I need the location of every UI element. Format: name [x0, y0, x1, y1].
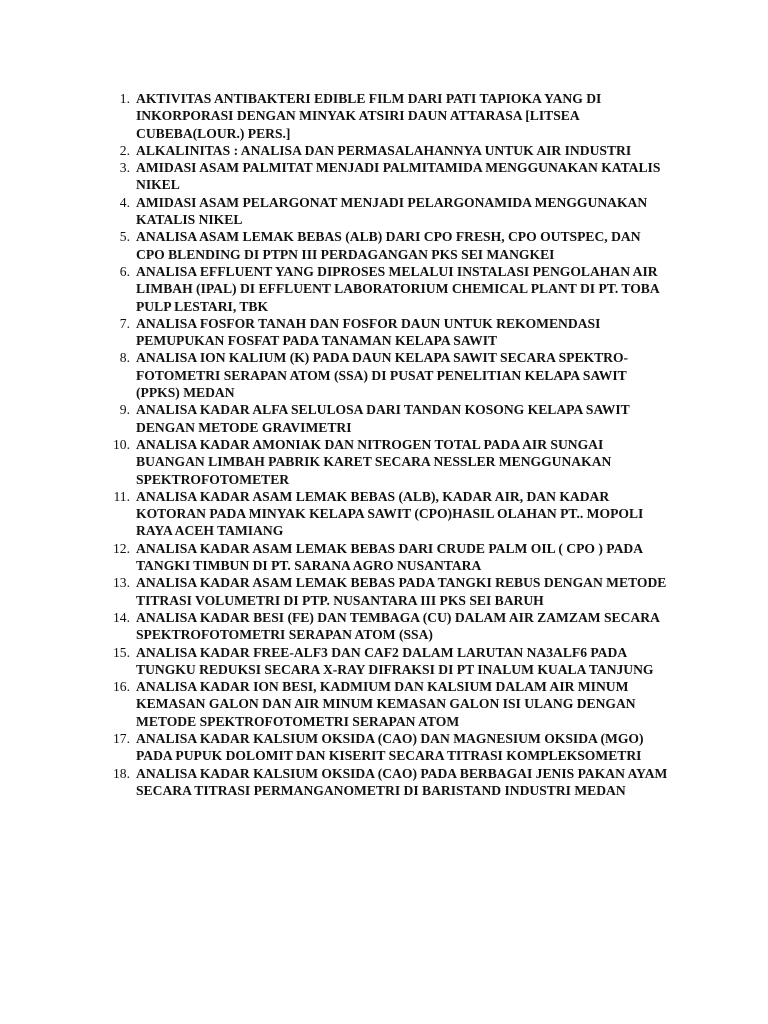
item-number: 10.: [113, 436, 130, 452]
list-item: [100, 644, 672, 679]
item-title: ANALISA FOSFOR TANAH DAN FOSFOR DAUN UNTUK REKOMENDASI PEMUPUKAN FOSFAT PADA TANAMAN KELAPA SAWIT: [136, 315, 601, 349]
item-number: 16.: [113, 679, 130, 695]
list-item: [100, 488, 672, 540]
list-item: [100, 90, 672, 142]
item-title: ANALISA KADAR ASAM LEMAK BEBAS (ALB), KADAR AIR, DAN KADAR KOTORAN PADA MINYAK KELAPA SAWIT (CPO)HASIL OLAHAN PT.. MOPOLI RAYA ACEH TAMIANG: [136, 488, 644, 539]
item-title: ANALISA KADAR ALFA SELULOSA DARI TANDAN KOSONG KELAPA SAWIT DENGAN METODE GRAVIMETRI: [136, 402, 630, 435]
item-title: ANALISA KADAR ASAM LEMAK BEBAS PADA TANGKI REBUS DENGAN METODE TITRASI VOLUMETRI DI PTP. NUSANTARA III PKS SEI BARUH: [136, 575, 667, 608]
item-title: ALKALINITAS : ANALISA DAN PERMASALAHANNYA UNTUK AIR INDUSTRI: [136, 142, 632, 158]
list-item: [100, 349, 672, 401]
item-title: ANALISA KADAR AMONIAK DAN NITROGEN TOTAL PADA AIR SUNGAI BUANGAN LIMBAH PABRIK KARET SECARA NESSLER MENGGUNAKAN SPEKTROFOTOMETER: [136, 436, 612, 487]
item-title: ANALISA ION KALIUM (K) PADA DAUN KELAPA SAWIT SECARA SPEKTRO-FOTOMETRI SERAPAN ATOM (SSA) DI PUSAT PENELITIAN KELAPA SAWIT (PPKS) MEDAN: [136, 350, 629, 401]
item-title: ANALISA ASAM LEMAK BEBAS (ALB) DARI CPO FRESH, CPO OUTSPEC, DAN CPO BLENDING DI PTPN III PERDAGANGAN PKS SEI MANGKEI: [136, 229, 641, 262]
item-number: 5.: [119, 229, 130, 245]
list-item: [100, 315, 672, 350]
list-item: [100, 159, 672, 194]
list-item: [100, 142, 672, 159]
list-item: [100, 765, 672, 800]
item-title: ANALISA KADAR BESI (FE) DAN TEMBAGA (CU) DALAM AIR ZAMZAM SECARA SPEKTROFOTOMETRI SERAPAN ATOM (SSA): [136, 609, 660, 643]
item-title: AKTIVITAS ANTIBAKTERI EDIBLE FILM DARI PATI TAPIOKA YANG DI INKORPORASI DENGAN MINYAK ATSIRI DAUN ATTARASA [LITSEA CUBEBA(LOUR.) PERS.]: [136, 91, 602, 141]
item-title: ANALISA KADAR FREE-ALF3 DAN CAF2 DALAM LARUTAN NA3ALF6 PADA TUNGKU REDUKSI SECARA X-RAY DIFRAKSI DI PT INALUM KUALA TANJUNG: [136, 644, 654, 677]
item-number: 18.: [113, 765, 130, 781]
item-title: AMIDASI ASAM PALMITAT MENJADI PALMITAMIDA MENGGUNAKAN KATALIS NIKEL: [136, 160, 661, 193]
item-title: ANALISA KADAR KALSIUM OKSIDA (CAO) DAN MAGNESIUM OKSIDA (MGO) PADA PUPUK DOLOMIT DAN KISERIT SECARA TITRASI KOMPLEKSOMETRI: [136, 730, 644, 764]
item-number: 14.: [113, 609, 130, 625]
item-number: 7.: [119, 315, 130, 331]
list-item: [100, 574, 672, 609]
item-number: 15.: [113, 644, 130, 660]
list-item: [100, 730, 672, 765]
list-item: [100, 609, 672, 644]
list-item: [100, 436, 672, 488]
list-item: [100, 678, 672, 730]
item-title: AMIDASI ASAM PELARGONAT MENJADI PELARGONAMIDA MENGGUNAKAN KATALIS NIKEL: [136, 194, 648, 228]
item-title: ANALISA KADAR KALSIUM OKSIDA (CAO) PADA BERBAGAI JENIS PAKAN AYAM SECARA TITRASI PERMANGANOMETRI DI BARISTAND INDUSTRI MEDAN: [136, 765, 668, 798]
item-title: ANALISA KADAR ASAM LEMAK BEBAS DARI CRUDE PALM OIL ( CPO ) PADA TANGKI TIMBUN DI PT. SARANA AGRO NUSANTARA: [136, 540, 643, 574]
list-item: [100, 228, 672, 263]
list-item: [100, 401, 672, 436]
item-number: 13.: [113, 575, 130, 591]
item-number: 17.: [113, 730, 130, 746]
item-number: 4.: [119, 194, 130, 210]
list-item: [100, 263, 672, 315]
item-number: 12.: [113, 540, 130, 556]
list-item: [100, 540, 672, 575]
item-number: 1.: [119, 91, 130, 106]
list-item: [100, 194, 672, 229]
item-number: 9.: [119, 402, 130, 418]
item-title: ANALISA KADAR ION BESI, KADMIUM DAN KALSIUM DALAM AIR MINUM KEMASAN GALON DAN AIR MINUM KEMASAN GALON ISI ULANG DENGAN METODE SPEKTROFOTOMETRI SERAPAN ATOM: [136, 679, 636, 729]
thesis-title-list: [100, 90, 672, 799]
item-number: 6.: [119, 263, 130, 279]
item-number: 2.: [119, 142, 130, 158]
item-title: ANALISA EFFLUENT YANG DIPROSES MELALUI INSTALASI PENGOLAHAN AIR LIMBAH (IPAL) DI EFFLUENT LABORATORIUM CHEMICAL PLANT DI PT. TOBA PULP LESTARI, TBK: [136, 263, 659, 314]
item-number: 8.: [119, 350, 130, 366]
item-number: 11.: [113, 488, 130, 504]
item-number: 3.: [119, 160, 130, 176]
